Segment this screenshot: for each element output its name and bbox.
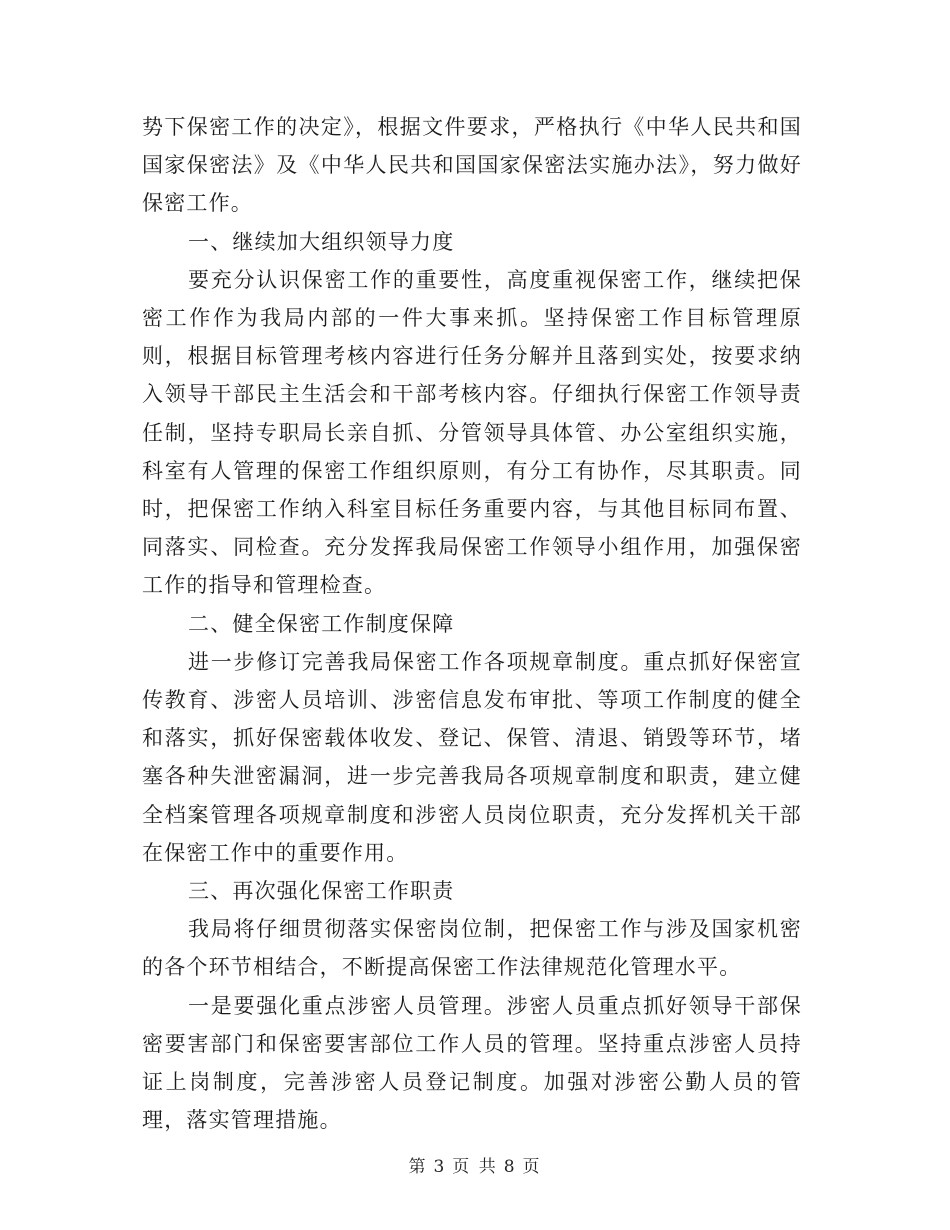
document-body — [142, 108, 802, 1139]
total-page-count: 8 — [503, 1157, 517, 1177]
paragraph-section-3-intro: 我局将仔细贯彻落实保密岗位制，把保密工作与涉及国家机密的各个环节相结合，不断提高保密工作法律规范化管理水平。 — [142, 917, 802, 980]
footer-prefix: 第 — [408, 1157, 428, 1177]
page-footer — [0, 1152, 950, 1177]
section-heading-2: 二、健全保密工作制度保障 — [188, 611, 455, 636]
current-page-number: 3 — [433, 1157, 447, 1177]
section-heading-1: 一、继续加大组织领导力度 — [188, 229, 455, 254]
section-heading-3: 三、再次强化保密工作职责 — [188, 879, 455, 904]
paragraph-section-2: 进一步修订完善我局保密工作各项规章制度。重点抓好保密宣传教育、涉密人员培训、涉密信息发布审批、等项工作制度的健全和落实，抓好保密载体收发、登记、保管、清退、销毁等环节，堵塞各种失泄密漏洞，进一步完善我局各项规章制度和职责，建立健全档案管理各项规章制度和涉密人员岗位职责，充分发挥机关干部在保密工作中的重要作用。 — [142, 649, 802, 865]
paragraph-section-3-point-1: 一是要强化重点涉密人员管理。涉密人员重点抓好领导干部保密要害部门和保密要害部位工作人员的管理。坚持重点涉密人员持证上岗制度，完善涉密人员登记制度。加强对涉密公勤人员的管理，落实管理措施。 — [142, 993, 802, 1133]
paragraph-section-1: 要充分认识保密工作的重要性，高度重视保密工作，继续把保密工作作为我局内部的一件大事来抓。坚持保密工作目标管理原则，根据目标管理考核内容进行任务分解并且落到实处，按要求纳入领导干部民主生活会和干部考核内容。仔细执行保密工作领导责任制，坚持专职局长亲自抓、分管领导具体管、办公室组织实施，科室有人管理的保密工作组织原则，有分工有协作，尽其职责。同时，把保密工作纳入科室目标任务重要内容，与其他目标同布置、同落实、同检查。充分发挥我局保密工作领导小组作用，加强保密工作的指导和管理检查。 — [142, 267, 802, 598]
footer-suffix: 页 — [522, 1157, 542, 1177]
paragraph-continuation: 势下保密工作的决定》，根据文件要求，严格执行《中华人民共和国国家保密法》及《中华人民共和国国家保密法实施办法》，努力做好保密工作。 — [142, 115, 802, 216]
footer-middle: 页 共 — [452, 1157, 498, 1177]
